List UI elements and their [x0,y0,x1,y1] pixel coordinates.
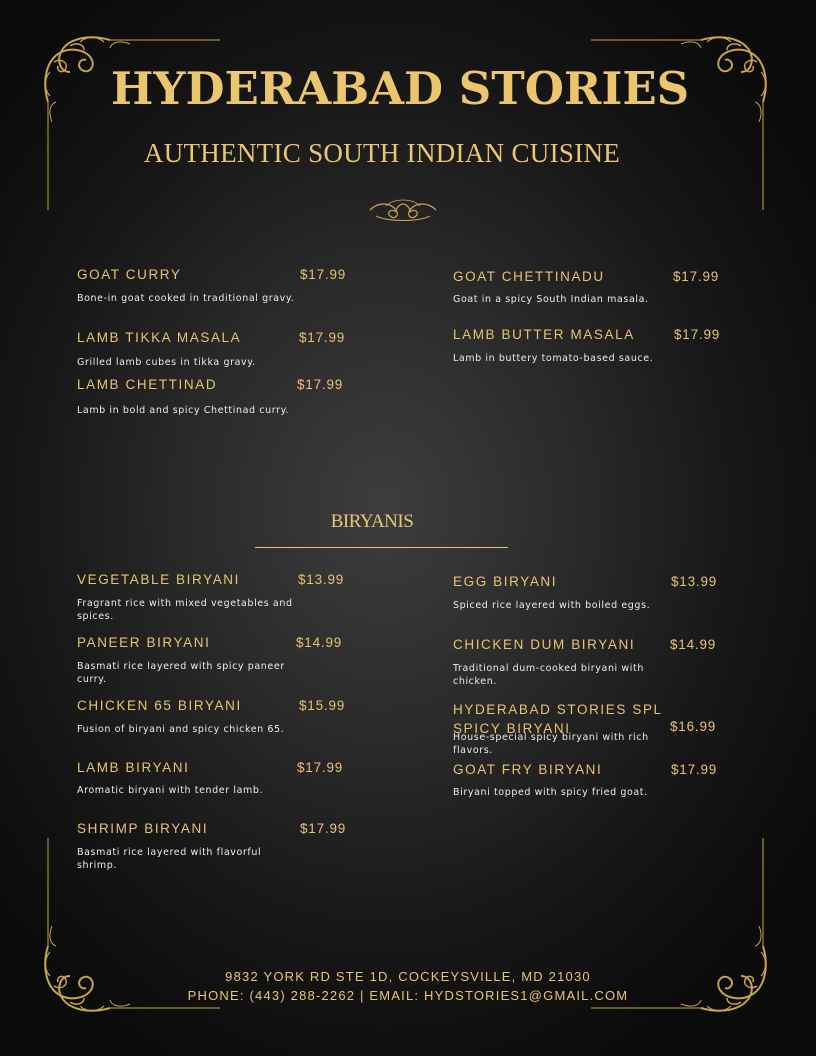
menu-item-price: $15.99 [299,698,346,713]
menu-item-price: $13.99 [298,572,345,587]
menu-item-name: VEGETABLE BIRYANI [77,572,240,587]
menu-item-price: $14.99 [296,635,343,650]
menu-item-name: CHICKEN DUM BIRYANI [453,637,636,652]
menu-item-price: $17.99 [300,821,347,836]
menu-item-description: Lamb in bold and spicy Chettinad curry. [77,405,290,416]
menu-item-description: Spiced rice layered with boiled eggs. [453,600,651,611]
menu-item-price: $17.99 [297,377,344,392]
section-divider [255,547,508,548]
menu-item-description: Fusion of biryani and spicy chicken 65. [77,724,285,735]
menu-item-name: LAMB CHETTINAD [77,377,218,392]
menu-item-price: $17.99 [671,762,718,777]
menu-item-name: LAMB BUTTER MASALA [453,327,635,342]
menu-item-description: Basmati rice layered with spicy paneer curry. [77,661,285,685]
menu-item-description: Basmati rice layered with flavorful shrimp. [77,847,262,871]
menu-item-name: GOAT CURRY [77,267,182,282]
menu-item-price: $13.99 [671,574,718,589]
divider-flourish-icon [366,196,440,226]
menu-item-price: $16.99 [670,719,717,734]
corner-flourish-icon [586,32,771,214]
menu-item-description: Fragrant rice with mixed vegetables and spices. [77,598,293,622]
menu-item-name: HYDERABAD STORIES SPL SPICY BIRYANI [453,702,663,736]
menu-item-price: $17.99 [297,760,344,775]
menu-item-name: LAMB BIRYANI [77,760,190,775]
menu-item-name: GOAT FRY BIRYANI [453,762,603,777]
footer-contact: PHONE: (443) 288-2262 | EMAIL: HYDSTORIES1@GMAIL.COM [187,988,629,1003]
section-title-biryanis: BIRYANIS [330,511,414,532]
menu-item-price: $17.99 [299,330,346,345]
menu-item-name: LAMB TIKKA MASALA [77,330,242,345]
menu-item-name: PANEER BIRYANI [77,635,211,650]
corner-flourish-icon [40,32,225,214]
menu-item-price: $17.99 [300,267,347,282]
menu-item-description: Grilled lamb cubes in tikka gravy. [77,357,256,368]
menu-item-name: SHRIMP BIRYANI [77,821,209,836]
restaurant-subtitle: AUTHENTIC SOUTH INDIAN CUISINE [143,138,621,168]
menu-item-description: Traditional dum-cooked biryani with chicken. [453,663,644,687]
menu-item-description: Goat in a spicy South Indian masala. [453,294,649,305]
menu-item-description: Lamb in buttery tomato-based sauce. [453,353,654,364]
menu-item-description: Bone-in goat cooked in traditional gravy. [77,293,295,304]
menu-item-description: Aromatic biryani with tender lamb. [77,785,264,796]
menu-item-description: House-special spicy biryani with rich flavors. [453,732,649,756]
restaurant-title: HYDERABAD STORIES [110,62,690,115]
menu-item-name: GOAT CHETTINADU [453,269,605,284]
menu-item-price: $17.99 [674,327,721,342]
menu-item-description: Biryani topped with spicy fried goat. [453,787,648,798]
menu-item-name: EGG BIRYANI [453,574,558,589]
menu-item-price: $14.99 [670,637,717,652]
menu-item-name: CHICKEN 65 BIRYANI [77,698,242,713]
footer-address: 9832 YORK RD STE 1D, COCKEYSVILLE, MD 21030 [225,969,591,984]
menu-item-price: $17.99 [673,269,720,284]
